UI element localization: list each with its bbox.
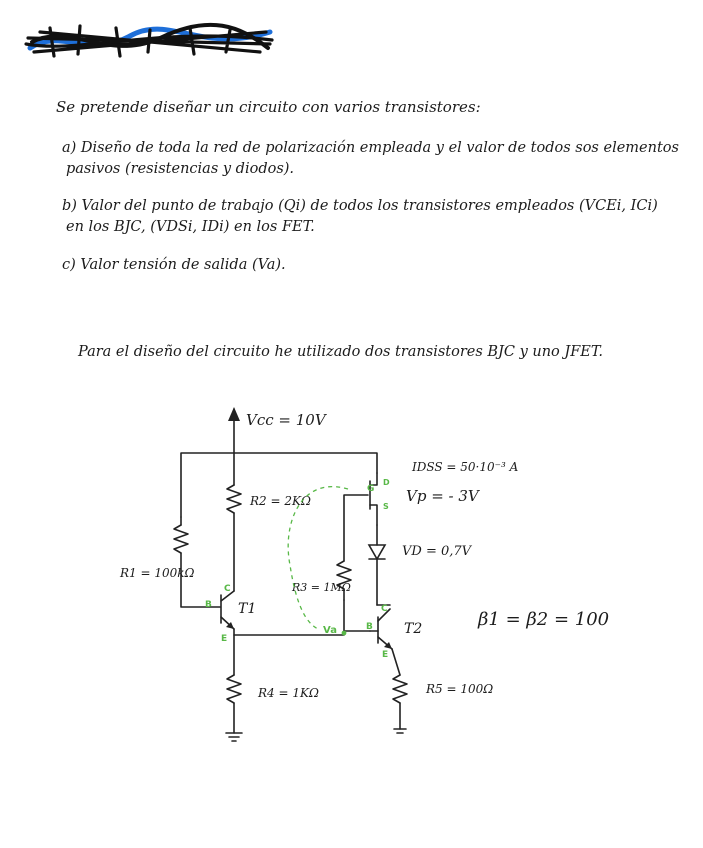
r3-label: R3 = 1MΩ (292, 581, 351, 594)
item-a-line-1: a) Diseño de toda la red de polarización empleada y el valor de todos sos elementos (62, 140, 679, 156)
scribbled-out-title (20, 18, 280, 62)
t1-collector-pin: C (224, 584, 231, 594)
vp-label: Vp = - 3V (406, 487, 479, 505)
vd-label: VD = 0,7V (402, 544, 472, 559)
item-b-line-1: b) Valor del punto de trabajo (Qi) de todos los transistores empleados (VCEi, ICi) (62, 198, 658, 214)
item-b-line-2: en los BJC, (VDSi, IDi) en los FET. (66, 219, 315, 235)
va-node-wire (234, 631, 370, 635)
vcc-arrow-icon (228, 407, 240, 421)
resistor-r5 (393, 675, 407, 703)
ground-icon-2 (394, 729, 406, 733)
va-node-label: Va (323, 625, 337, 636)
resistor-r2 (227, 485, 241, 513)
t2-base-pin: B (366, 622, 373, 632)
r4-label: R4 = 1KΩ (258, 686, 319, 700)
design-note: Para el diseño del circuito he utilizado dos transistores BJC y uno JFET. (78, 344, 603, 360)
va-annotation-arrow (288, 487, 348, 629)
t2-collector-pin: C (381, 604, 388, 614)
t2-emitter-pin: E (382, 650, 389, 660)
diode-icon (369, 545, 385, 559)
jfet-gate-pin: G (367, 484, 375, 494)
t2-label: T2 (404, 621, 423, 637)
resistor-r4 (227, 675, 241, 703)
t1-base-pin: B (205, 600, 212, 610)
problem-intro: Se pretende diseñar un circuito con varios transistores: (56, 98, 481, 116)
jfet-drain-pin: D (383, 478, 390, 487)
t1-emitter-pin: E (221, 634, 228, 644)
circuit-schematic (0, 395, 703, 755)
jfet-source-pin: S (383, 502, 389, 511)
item-c: c) Valor tensión de salida (Va). (62, 257, 286, 273)
r2-label: R2 = 2KΩ (250, 494, 311, 508)
beta-label: β1 = β2 = 100 (478, 609, 610, 630)
vcc-label: Vcc = 10V (246, 411, 326, 429)
resistor-r1 (174, 525, 188, 553)
t1-label: T1 (238, 601, 257, 617)
ground-icon (226, 733, 242, 741)
item-a-line-2: pasivos (resistencias y diodos). (66, 161, 295, 177)
r1-label: R1 = 100kΩ (120, 566, 195, 580)
r5-label: R5 = 100Ω (426, 682, 494, 696)
idss-label: IDSS = 50·10⁻³ A (412, 460, 519, 474)
